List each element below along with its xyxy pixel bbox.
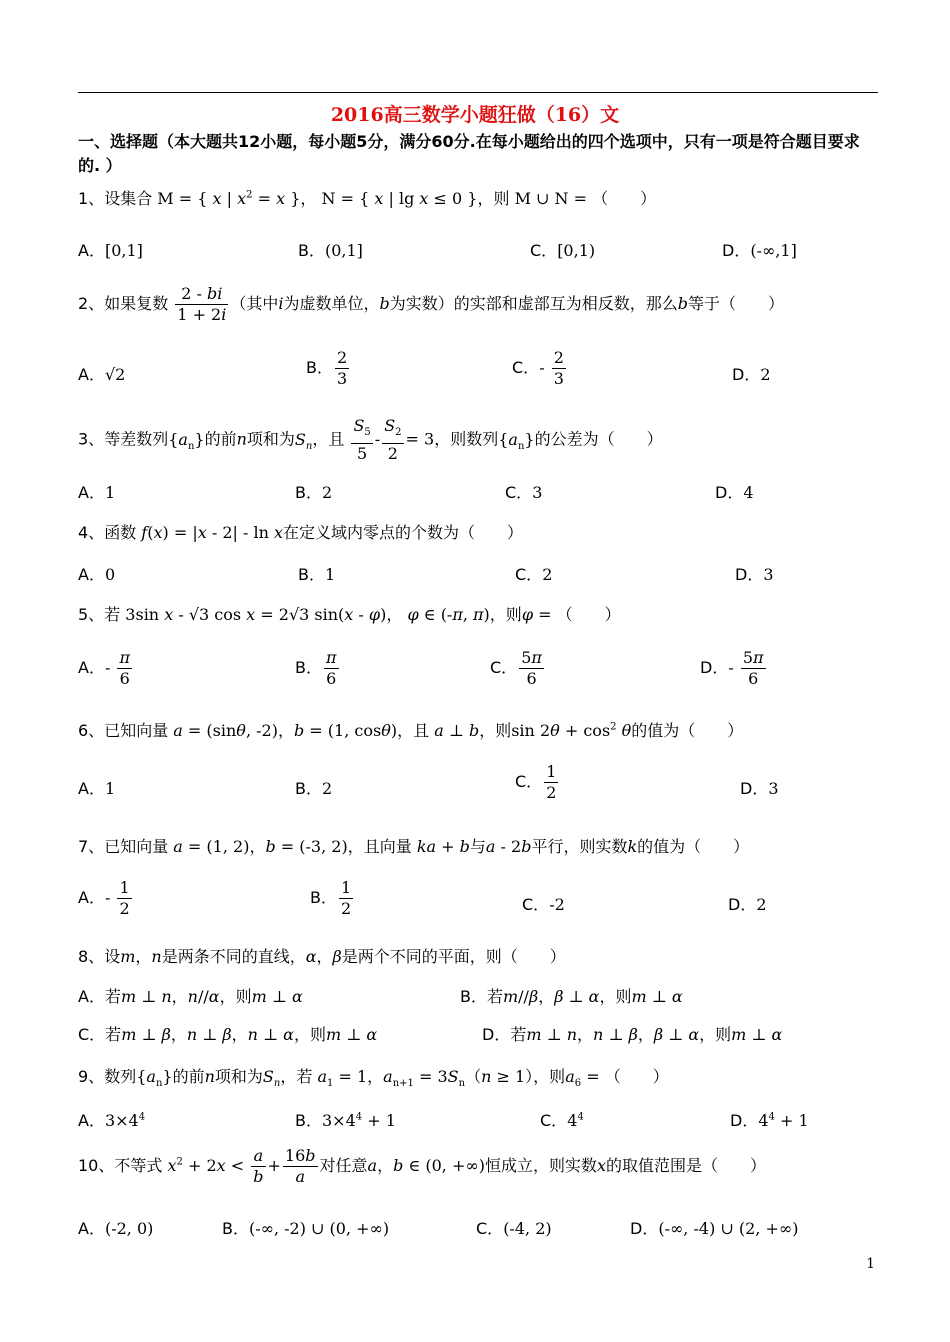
question-5: 5、若 3sin x - √3 cos x = 2√3 sin(x - φ)， φ ∈ (-π, π)，则φ = （ ） [78, 605, 621, 624]
q7-option-d[interactable]: D．2 [728, 895, 767, 914]
q4-option-a[interactable]: A．0 [78, 565, 116, 584]
q10-option-c[interactable]: C．(-4, 2) [476, 1219, 552, 1238]
question-1: 1、设集合 M = { x | $x^2 = x$ }， N = { x | lg x ≤ 0 }，则 M ∪ N = （ ） [78, 189, 657, 208]
q4-option-c[interactable]: C．2 [515, 565, 553, 584]
q5-option-b[interactable]: B． $\frac{\pi}{6}$ [295, 648, 337, 688]
question-2: 2、如果复数 $\frac{2 - bi}{1 + 2i}$ （其中i为虚数单位，b为实数）的实部和虚部互为相反数，那么b等于（ ） [78, 284, 785, 324]
q2-option-b[interactable]: B． $\frac{2}{3}$ [306, 348, 348, 388]
q3-option-a[interactable]: A．1 [78, 483, 116, 502]
question-10: 10、不等式 $x^2 + 2x$ < $\frac{a}{b}$ + $\frac{16b}{a}$ 对任意a，b ∈ (0, +∞)恒成立，则实数x的取值范围是（ ） [78, 1146, 767, 1186]
page-number: 1 [866, 1256, 875, 1272]
q1-option-c[interactable]: C．[0,1) [530, 241, 596, 260]
q2-option-c[interactable]: C．- $\frac{2}{3}$ [512, 348, 564, 388]
q7-option-a[interactable]: A．- $\frac{1}{2}$ [78, 878, 130, 918]
q5-option-d[interactable]: D．- $\frac{5\pi}{6}$ [700, 648, 764, 688]
question-7: 7、已知向量 a = (1, 2)，b = (-3, 2)，且向量 ka + b与a - 2b平行，则实数k的值为（ ） [78, 837, 750, 856]
question-3: 3、等差数列$\{a_n\}$的前n项和为$S_n$，且 $\frac{S_5}{5}$ - $\frac{S_2}{2}$ = 3，则数列$\{a_n\}$的公差为（ ） [78, 416, 663, 464]
q10-option-d[interactable]: D．(-∞, -4) ∪ (2, +∞) [630, 1219, 799, 1238]
q9-option-d[interactable]: D．$4^4 + 1$ [730, 1111, 809, 1130]
q2-option-a[interactable]: A．√2 [78, 365, 126, 384]
q8-option-c[interactable]: C．若m ⊥ β，n ⊥ β，n ⊥ α，则m ⊥ α [78, 1025, 378, 1044]
q1-option-a[interactable]: A．[0,1] [78, 241, 143, 260]
q5-option-a[interactable]: A．- $\frac{\pi}{6}$ [78, 648, 130, 688]
q4-option-b[interactable]: B．1 [298, 565, 336, 584]
q10-option-a[interactable]: A．(-2, 0) [78, 1219, 154, 1238]
page-title: 2016高三数学小题狂做（16）文 [330, 104, 620, 126]
q5-option-c[interactable]: C． $\frac{5\pi}{6}$ [490, 648, 542, 688]
q3-option-d[interactable]: D．4 [715, 483, 754, 502]
q3-option-b[interactable]: B．2 [295, 483, 333, 502]
question-9: 9、数列$\{a_n\}$的前n项和为$S_n$，若 $a_1 = 1$，$a_{n+1} = 3S_n(n \ge 1)$，则$a_6$ = （ ） [78, 1067, 669, 1090]
q6-option-d[interactable]: D．3 [740, 779, 779, 798]
q6-option-b[interactable]: B．2 [295, 779, 333, 798]
q1-option-d[interactable]: D．(-∞,1] [722, 241, 797, 260]
q7-option-b[interactable]: B． $\frac{1}{2}$ [310, 878, 352, 918]
question-4: 4、函数 f(x) = |x - 2| - ln x在定义域内零点的个数为（ ） [78, 523, 524, 542]
header-rule [78, 92, 878, 93]
q9-option-b[interactable]: B．$3\times 4^4 + 1$ [295, 1111, 396, 1130]
q6-option-a[interactable]: A．1 [78, 779, 116, 798]
q8-option-b[interactable]: B．若m//β，β ⊥ α，则m ⊥ α [460, 987, 683, 1006]
q6-option-c[interactable]: C． $\frac{1}{2}$ [515, 762, 557, 802]
q3-option-c[interactable]: C．3 [505, 483, 543, 502]
q4-option-d[interactable]: D．3 [735, 565, 774, 584]
section-header: 一、选择题（本大题共12小题，每小题5分，满分60分.在每小题给出的四个选项中，只有一项是符合题目要求的. ） [78, 132, 860, 175]
q9-option-a[interactable]: A．$3\times 4^4$ [78, 1111, 146, 1130]
q8-option-d[interactable]: D．若m ⊥ n，n ⊥ β，β ⊥ α，则m ⊥ α [482, 1025, 783, 1044]
question-8: 8、设m，n是两条不同的直线，α，β是两个不同的平面，则（ ） [78, 947, 566, 966]
q7-option-c[interactable]: C．-2 [522, 895, 565, 914]
q9-option-c[interactable]: C．$4^4$ [540, 1111, 584, 1130]
q10-option-b[interactable]: B．(-∞, -2) ∪ (0, +∞) [222, 1219, 390, 1238]
q2-option-d[interactable]: D．2 [732, 365, 771, 384]
q1-option-b[interactable]: B．(0,1] [298, 241, 363, 260]
question-6: 6、已知向量 a = (sinθ, -2)，b = (1, cosθ)，且 a ⊥ b，则$\sin 2\theta + \cos^2 \theta$的值为（ ） [78, 721, 744, 740]
q8-option-a[interactable]: A．若m ⊥ n，n//α，则m ⊥ α [78, 987, 303, 1006]
